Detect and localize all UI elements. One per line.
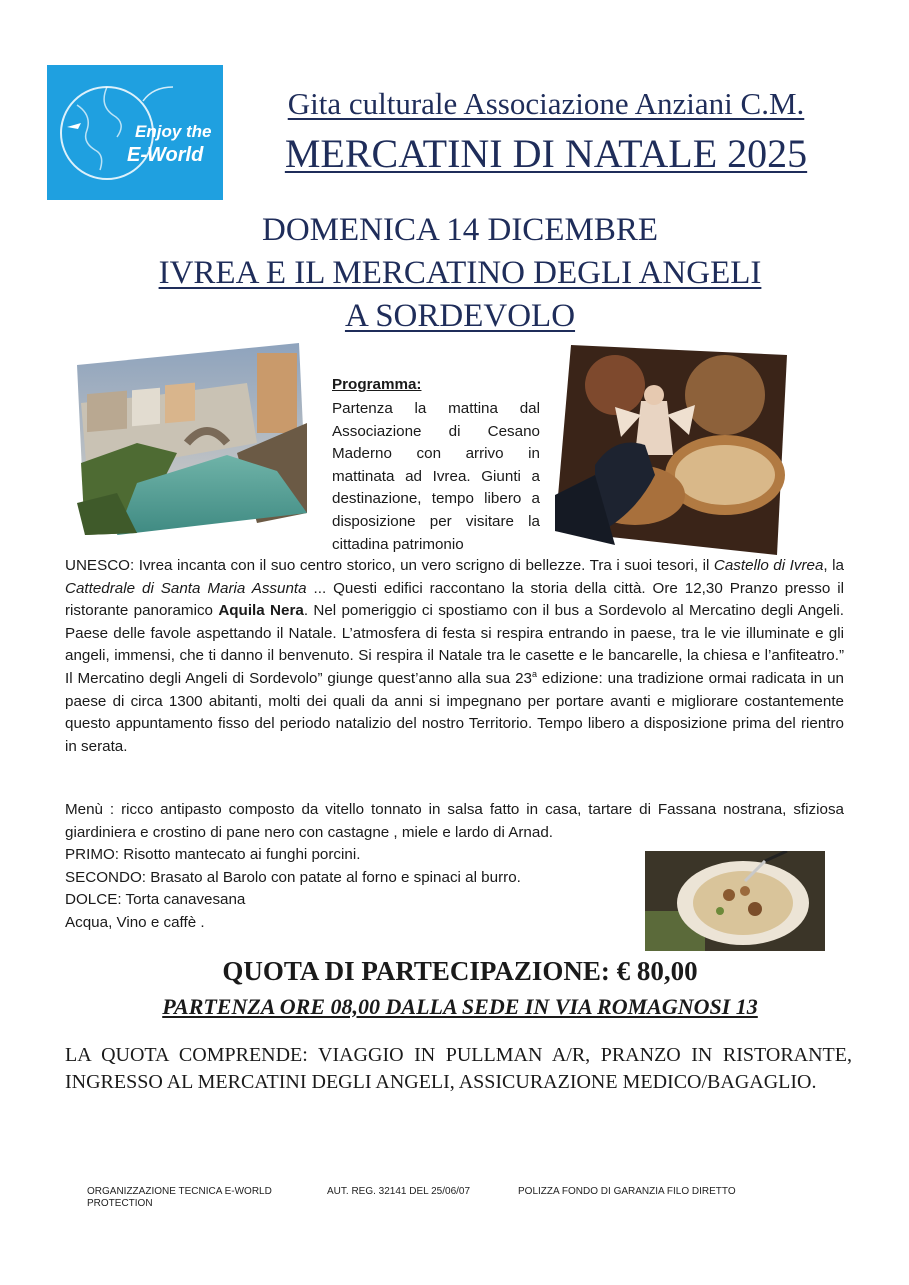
programme-intro: Partenza la mattina dal Associazione di Cesano Maderno con arrivo in mattinata ad Ivrea. Giunti a destinazione, tempo libero a disposizione per visitare la cittadina patrimonio bbox=[332, 400, 540, 553]
programme-title: Programma: bbox=[332, 376, 422, 393]
event-date: DOMENICA 14 DICEMBRE bbox=[261, 212, 659, 248]
departure-info: PARTENZA ORE 08,00 DALLA SEDE IN VIA ROMAGNOSI 13 bbox=[162, 994, 758, 1019]
airplane-icon bbox=[67, 123, 81, 129]
menu-secondo: SECONDO: Brasato al Barolo con patate al forno e spinaci al burro. bbox=[65, 868, 521, 886]
globe-icon bbox=[47, 65, 223, 200]
ivrea-river-photo bbox=[77, 343, 307, 535]
e-world-logo bbox=[47, 65, 223, 200]
logo-line2: E-World bbox=[127, 144, 204, 166]
programme-description: UNESCO: Ivrea incanta con il suo centro storico, un vero scrigno di bellezze. Tra i suoi tesori, il Castello di Ivrea, la Cattedrale di Santa Maria Assunta ... Questi edifici raccontano la storia della città. Ore 12,30 Pranzo presso il ristorante panoramico Aquila Nera. Nel pomeriggio ci spostiamo con il bus a Sordevolo al Mercatino degli Angeli. Paese delle favole aspettando il Natale. L’atmosfera di festa si respira entrando in paese, tra le vie illuminate e gli angeli, immensi, che ti danno il benvenuto. Si respira il Natale tra le casette e le bancarelle, la chiesa e l’anfiteatro.” Il Mercatino degli Angeli di Sordevolo” giunge quest’anno alla sua 23$^a$ edizione: una tradizione ormai radicata in un paese di circa 1300 abitanti, molti dei quali da anni si impegnano per portare avanti e migliorare costantemente questo appuntamento fisso del periodo natalizio del nostro Territorio. Tempo libero a disposizione prima del rientro in serata. bbox=[65, 557, 845, 755]
restaurant-name: Aquila Nera bbox=[218, 602, 304, 620]
castello-name: Castello di Ivrea bbox=[713, 557, 824, 574]
menu-intro: Menù : ricco antipasto composto da vitello tonnato in salsa fatto in casa, tartare di Fassana nostrana, sfiziosa giardiniera e crostino di pane nero con castagne , miele e lardo di Arnad. bbox=[65, 801, 844, 841]
cattedrale-name: Cattedrale di Santa Maria Assunta bbox=[65, 579, 307, 597]
menu-dolce: DOLCE: Torta canavesana bbox=[65, 891, 246, 909]
footer-authorization: AUT. REG. 32141 DEL 25/06/07 bbox=[327, 1186, 471, 1197]
menu-bevande: Acqua, Vino e caffè . bbox=[65, 913, 205, 931]
menu-primo: PRIMO: Risotto mantecato ai funghi porcini. bbox=[65, 846, 361, 864]
footer-organizer: ORGANIZZAZIONE TECNICA E-WORLD PROTECTION bbox=[87, 1186, 272, 1209]
event-place-line2: A SORDEVOLO bbox=[344, 298, 576, 334]
trip-subtitle: Gita culturale Associazione Anziani C.M. bbox=[287, 86, 805, 121]
price-includes: LA QUOTA COMPRENDE: VIAGGIO IN PULLMAN A/R, PRANZO IN RISTORANTE, INGRESSO AL MERCATINI DEGLI ANGELI, ASSICURAZIONE MEDICO/BAGAGLIO. bbox=[65, 1044, 852, 1093]
logo-line1: Enjoy the bbox=[135, 122, 212, 141]
price-heading: QUOTA DI PARTECIPAZIONE: € 80,00 bbox=[222, 956, 698, 986]
angels-market-photo bbox=[555, 345, 787, 555]
event-title: MERCATINI DI NATALE 2025 bbox=[284, 131, 808, 176]
event-heading bbox=[120, 209, 800, 338]
event-place-line1: IVREA E IL MERCATINO DEGLI ANGELI bbox=[158, 255, 762, 291]
risotto-photo bbox=[645, 851, 825, 951]
footer-insurance: POLIZZA FONDO DI GARANZIA FILO DIRETTO bbox=[518, 1186, 736, 1197]
